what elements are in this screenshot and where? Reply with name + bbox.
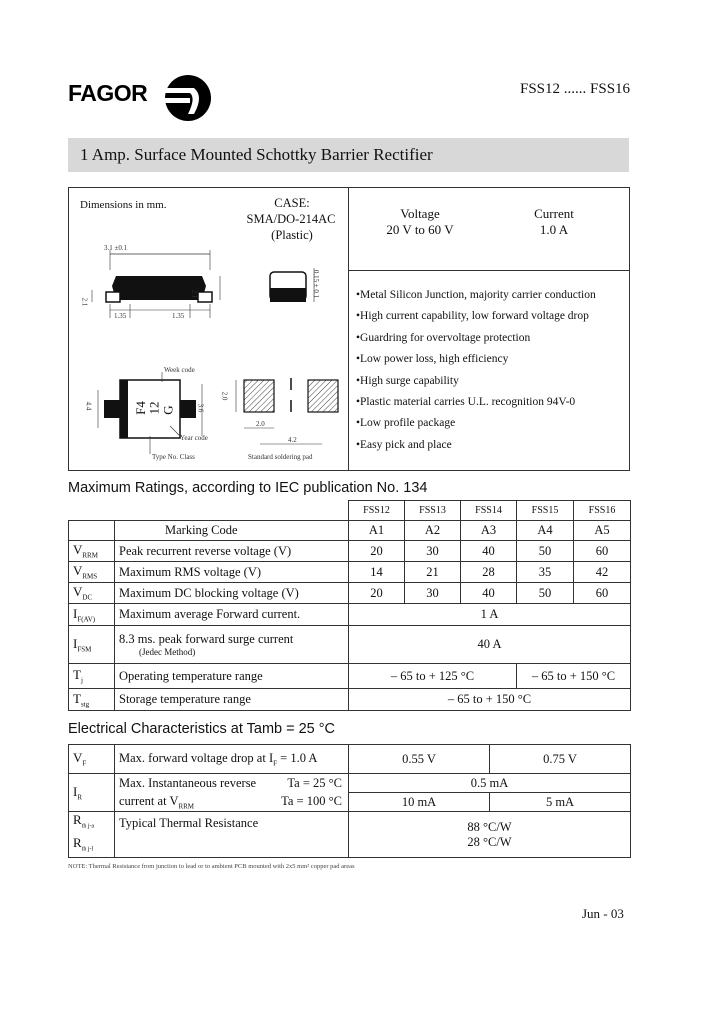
row-label: Maximum average Forward current.	[115, 604, 349, 626]
symbol: $T_{stg}$	[69, 689, 115, 711]
cell: – 65 to + 150 °C	[349, 689, 631, 711]
symbol: $I_{F(AV)}$	[69, 604, 115, 626]
symbol: $I_{FSM}$	[69, 626, 115, 664]
dimensions-note: Dimensions in mm.	[80, 199, 167, 211]
symbol: $V_F$	[69, 745, 115, 774]
symbol: $R_{th j-a}$ $R_{th j-l}$	[69, 812, 115, 858]
feature-item: • Metal Silicon Junction, majority carrier conduction	[356, 285, 596, 306]
cell: 0.5 mA	[349, 774, 631, 793]
table-row	[69, 774, 631, 793]
page-title: 1 Amp. Surface Mounted Schottky Barrier Rectifier	[80, 145, 433, 164]
package-drawing	[70, 240, 346, 470]
part-range: FSS12 ...... FSS16	[520, 81, 631, 97]
feature-item: • High current capability, low forward voltage drop	[356, 306, 596, 327]
cell: – 65 to + 150 °C	[517, 664, 631, 689]
cell: 28	[461, 562, 517, 583]
feature-item: • Plastic material carries U.L. recognition 94V-0	[356, 392, 596, 413]
col-header: FSS14	[461, 501, 517, 521]
cell: 21	[405, 562, 461, 583]
row-label: Peak recurrent reverse voltage (V)	[115, 541, 349, 562]
row-label: 8.3 ms. peak forward surge current (Jedec Method)	[115, 626, 349, 664]
dim-side-height: 0.15 ± 0.1	[312, 269, 321, 299]
title-bar	[68, 138, 629, 172]
cell: 5 mA	[490, 793, 631, 812]
cell: 60	[574, 583, 631, 604]
footer-date: Jun - 03	[582, 906, 624, 921]
cell: 30	[405, 583, 461, 604]
cell: 35	[517, 562, 574, 583]
cell: 1 A	[349, 604, 631, 626]
symbol: $V_{DC}$	[69, 583, 115, 604]
dim-width-right: 2.1	[190, 289, 199, 299]
col-header: FSS15	[517, 501, 574, 521]
cell: 60	[574, 541, 631, 562]
dim-body-height: 4.4	[84, 401, 93, 411]
cell: 20	[349, 541, 405, 562]
case-name: SMA/DO-214AC	[246, 212, 336, 226]
week-code-label: Week code	[164, 366, 195, 374]
feature-item: • High surge capability	[356, 371, 596, 392]
cell: A1	[349, 521, 405, 541]
table-row	[69, 562, 631, 583]
package-end-view	[270, 268, 314, 302]
cell: 30	[405, 541, 461, 562]
solder-pad-view	[236, 378, 338, 444]
table-row	[69, 745, 631, 774]
case-label: CASE:	[274, 196, 310, 210]
cell: 0.55 V	[349, 745, 490, 774]
symbol: $T_j$	[69, 664, 115, 689]
cell: – 65 to + 125 °C	[349, 664, 517, 689]
table-row	[69, 541, 631, 562]
dim-pad-pitch: 4.2	[288, 436, 297, 444]
max-ratings-heading: Maximum Ratings, according to IEC publication No. 134	[68, 480, 428, 496]
dim-height-left: 2.1	[80, 297, 89, 307]
cell: 42	[574, 562, 631, 583]
dim-lead-right: 1.35	[172, 312, 185, 320]
table-row	[69, 793, 631, 812]
year-code-label: Year code	[180, 434, 208, 442]
row-label: current at $V_{RRM}$ Ta = 100 °C	[115, 793, 349, 812]
cell: 50	[517, 583, 574, 604]
current-value: 1.0 A	[539, 222, 569, 237]
cell: A2	[405, 521, 461, 541]
row-label: Storage temperature range	[115, 689, 349, 711]
symbol: $I_R$	[69, 774, 115, 812]
row-label: Max. Instantaneous reverse Ta = 25 °C	[115, 774, 349, 793]
marking-char-2: 12	[146, 401, 162, 415]
fagor-logo-icon	[164, 74, 212, 122]
dim-pad-height: 2.0	[220, 391, 229, 401]
cell: 14	[349, 562, 405, 583]
voltage-label: Voltage	[400, 206, 440, 221]
cell: 40	[461, 583, 517, 604]
dim-length: 3.1 ±0.1	[104, 244, 128, 252]
marking-char-1: F4	[132, 401, 148, 415]
row-label: Max. forward voltage drop at $I_F = 1.0$ A	[115, 745, 349, 774]
type-no-class-label: Type No. Class	[152, 453, 195, 461]
table-row	[69, 604, 631, 626]
summary-divider	[348, 270, 630, 271]
col-header: FSS12	[349, 501, 405, 521]
cell: 0.75 V	[490, 745, 631, 774]
table-row	[69, 626, 631, 664]
symbol: $V_{RRM}$	[69, 541, 115, 562]
cell: 20	[349, 583, 405, 604]
electrical-heading: Electrical Characteristics at Tamb = 25 °C	[68, 721, 336, 737]
table-row	[69, 689, 631, 711]
cell: 10 mA	[349, 793, 490, 812]
cell: A4	[517, 521, 574, 541]
feature-item: • Low profile package	[356, 413, 596, 434]
row-label: Operating temperature range	[115, 664, 349, 689]
voltage-value: 20 V to 60 V	[386, 222, 454, 237]
feature-list	[356, 285, 596, 456]
feature-item: • Easy pick and place	[356, 435, 596, 456]
cell: 40 A	[349, 626, 631, 664]
cell: 50	[517, 541, 574, 562]
package-side-view	[92, 250, 220, 318]
marking-char-3: G	[160, 405, 176, 415]
package-divider	[348, 187, 349, 471]
row-label: Marking Code	[115, 521, 349, 541]
dim-side-h: 3.6	[196, 403, 205, 413]
col-header: FSS13	[405, 501, 461, 521]
table-row	[69, 812, 631, 858]
footnote: NOTE: Thermal Resistance from junction to lead or to ambient PCB mounted with 2x5 mm² copper pad areas	[68, 863, 355, 870]
table-row	[69, 583, 631, 604]
row-label: Maximum RMS voltage (V)	[115, 562, 349, 583]
col-header: FSS16	[574, 501, 631, 521]
max-ratings-table	[68, 500, 631, 711]
row-label: Maximum DC blocking voltage (V)	[115, 583, 349, 604]
pad-caption: Standard soldering pad	[248, 453, 313, 461]
dim-lead-left: 1.35	[114, 312, 127, 320]
dim-pad-width: 2.0	[256, 420, 265, 428]
cell: 40	[461, 541, 517, 562]
cell: A3	[461, 521, 517, 541]
table-row	[69, 664, 631, 689]
table-row	[69, 521, 631, 541]
feature-item: • Low power loss, high efficiency	[356, 349, 596, 370]
brand-logo-text: FAGOR	[68, 80, 148, 106]
symbol: $V_{RMS}$	[69, 562, 115, 583]
current-label: Current	[534, 206, 574, 221]
cell: A5	[574, 521, 631, 541]
case-material: (Plastic)	[271, 228, 313, 242]
feature-item: • Guardring for overvoltage protection	[356, 328, 596, 349]
electrical-table	[68, 744, 631, 858]
row-label: Typical Thermal Resistance	[115, 812, 349, 858]
cell: 88 °C/W 28 °C/W	[349, 812, 631, 858]
